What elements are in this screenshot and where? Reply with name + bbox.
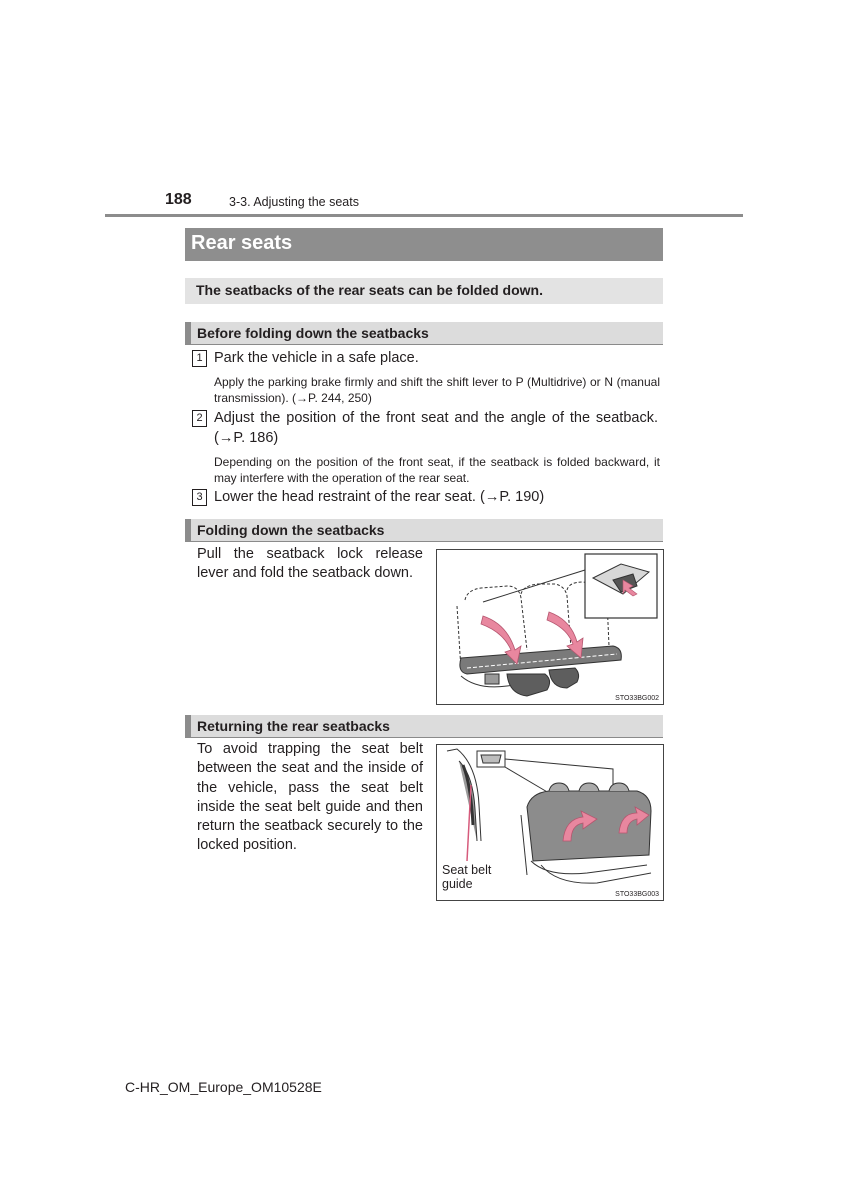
step-number-box: 1 (192, 350, 207, 367)
footer-document-code: C-HR_OM_Europe_OM10528E (125, 1079, 322, 1095)
title-bar (185, 228, 663, 261)
intro-box (185, 278, 663, 304)
returning-text: To avoid trapping the seat belt between the seat and the inside of the vehicle, pass the seat belt inside the seat belt guide and then return the seatback securely to the locked position. (197, 741, 423, 854)
figure-code: STO33BG003 (615, 891, 659, 898)
subheading-returning (185, 715, 663, 738)
fold-seatback-illustration (437, 550, 663, 704)
step-text: Adjust the position of the front seat and the angle of the seatback. (→P. 186) (214, 410, 658, 446)
figure-seat-belt-guide (436, 744, 664, 901)
subheading-label: Returning the rear seatbacks (197, 718, 390, 734)
step-number-box: 3 (192, 489, 207, 506)
folding-text: Pull the seatback lock release lever and fold the seatback down. (197, 546, 423, 582)
subheading-folding (185, 519, 663, 542)
subheading-tab (185, 715, 191, 737)
step-text: Lower the head restraint of the rear seat. (→P. 190) (214, 489, 545, 505)
page-number: 188 (165, 191, 192, 208)
step-1-note: Apply the parking brake firmly and shift the shift lever to P (Multidrive) or N (manual transmission). (→P. 244, 250) (214, 375, 660, 405)
subheading-label: Folding down the seatbacks (197, 522, 385, 538)
label-line-1: Seat belt (442, 863, 492, 877)
intro-text: The seatbacks of the rear seats can be folded down. (196, 282, 543, 298)
step-text: Park the vehicle in a safe place. (214, 350, 419, 366)
label-line-2: guide (442, 877, 473, 891)
step-2-note: Depending on the position of the front seat, if the seatback is folded backward, it may interfere with the operation of the rear seat. (214, 455, 660, 485)
subheading-before-folding (185, 322, 663, 345)
header-rule (105, 214, 743, 217)
subheading-tab (185, 322, 191, 344)
subheading-tab (185, 519, 191, 541)
figure-fold-seatback (436, 549, 664, 705)
step-number-box: 2 (192, 410, 207, 427)
subheading-label: Before folding down the seatbacks (197, 325, 429, 341)
seat-belt-guide-label (442, 863, 491, 891)
page-title: Rear seats (191, 232, 293, 254)
figure-code: STO33BG002 (615, 695, 659, 702)
section-reference: 3-3. Adjusting the seats (229, 195, 359, 209)
